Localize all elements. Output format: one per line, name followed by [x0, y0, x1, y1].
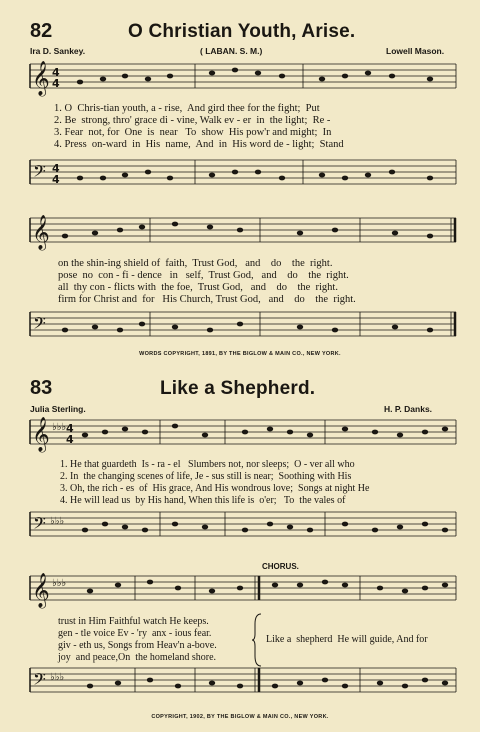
hymn-82-meter: ( LABAN. S. M.) — [200, 46, 263, 56]
hymn-82-verse-1-line-2: on the shin-ing shield of faith, Trust God, and do the right. — [58, 258, 333, 269]
hymn-82-verse-2-line-2: pose no con - fi - dence in self, Trust God, and do the right. — [58, 270, 349, 281]
hymn-83-author: Julia Sterling. — [30, 404, 86, 414]
hymn-82-author: Ira D. Sankey. — [30, 46, 86, 56]
svg-text:𝄢: 𝄢 — [33, 513, 46, 537]
hymn-83-verse-3-line-1: 3. Oh, the rich - es of His grace, And His wondrous love; Songs at night He — [60, 483, 370, 494]
svg-text:4: 4 — [66, 422, 74, 435]
hymn-83-verse-3-line-2: giv - eth us, Songs from Heav'n a-bove. — [58, 640, 217, 651]
svg-text:4: 4 — [52, 77, 60, 90]
svg-text:𝄞: 𝄞 — [32, 215, 50, 250]
svg-text:𝄞: 𝄞 — [32, 417, 50, 452]
svg-text:4: 4 — [52, 162, 60, 175]
svg-text:4: 4 — [66, 433, 74, 446]
svg-text:𝄢: 𝄢 — [33, 313, 46, 337]
hymn-82-number: 82 — [30, 20, 53, 42]
svg-text:♭♭♭: ♭♭♭ — [52, 422, 67, 433]
chorus-label: CHORUS. — [262, 562, 299, 571]
hymn-83-system-1-bass-staff — [0, 508, 480, 548]
chorus-brace — [252, 612, 264, 668]
hymn-82-system-2-bass-staff — [0, 308, 480, 348]
hymn-83-system-2-treble-staff — [0, 570, 480, 620]
svg-text:𝄞: 𝄞 — [32, 573, 50, 608]
hymn-83-system-1-treble-staff — [0, 414, 480, 464]
svg-text:4: 4 — [52, 66, 60, 79]
hymn-83-copyright: COPYRIGHT, 1902, BY THE BIGLOW & MAIN CO., NEW YORK. — [151, 714, 329, 720]
hymn-82-verse-3-line-1: 3. Fear not, for One is near To show His pow'r and might; In — [54, 127, 332, 138]
svg-text:4: 4 — [52, 173, 60, 186]
hymn-83-system-2-bass-staff — [0, 664, 480, 704]
hymn-82-verse-1-line-1: 1. O Chris-tian youth, a - rise, And gird thee for the fight; Put — [54, 103, 320, 114]
svg-text:♭♭♭: ♭♭♭ — [50, 516, 65, 527]
hymn-82-system-2-treble-staff — [0, 212, 480, 262]
svg-text:♭♭♭: ♭♭♭ — [50, 672, 65, 683]
hymn-82-copyright: WORDS COPYRIGHT, 1891, BY THE BIGLOW & MAIN CO., NEW YORK. — [139, 351, 341, 357]
hymn-83-title: Like a Shepherd. — [160, 378, 316, 399]
hymn-82-verse-3-line-2: all thy con - flicts with the foe, Trust God, and do the right. — [58, 282, 338, 293]
svg-text:𝄢: 𝄢 — [33, 669, 46, 693]
hymn-82-title: O Christian Youth, Arise. — [128, 21, 356, 42]
hymn-82-composer: Lowell Mason. — [386, 46, 445, 56]
hymn-83-verse-2-line-2: gen - tle voice Ev - 'ry anx - ious fear. — [58, 628, 212, 639]
hymn-83-number: 83 — [30, 377, 53, 399]
hymn-83-composer: H. P. Danks. — [384, 404, 433, 414]
hymn-82-system-1-treble-staff — [0, 58, 480, 108]
hymn-83-verse-1-line-2: trust in Him Faithful watch He keeps. — [58, 616, 209, 627]
hymn-82-verse-4-line-1: 4. Press on-ward in His name, And in His word de - light; Stand — [54, 139, 344, 150]
svg-text:𝄢: 𝄢 — [33, 161, 46, 185]
hymn-82-verse-2-line-1: 2. Be strong, thro' grace di - vine, Walk ev - er in the light; Re - — [54, 115, 331, 126]
svg-text:♭♭♭: ♭♭♭ — [52, 578, 67, 589]
hymn-83-verse-1-line-1: 1. He that guardeth Is - ra - el Slumbers not, nor sleeps; O - ver all who — [60, 459, 355, 470]
hymn-82-system-1-bass-staff — [0, 156, 480, 196]
hymn-83-verse-4-line-2: joy and peace,On the homeland shore. — [58, 652, 217, 663]
hymn-83-verse-4-line-1: 4. He will lead us by His hand, When this life is o'er; To the vales of — [60, 495, 346, 506]
hymn-83-verse-2-line-1: 2. In the changing scenes of life, Je - sus still is near; Soothing with His — [60, 471, 352, 482]
hymn-82-verse-4-line-2: firm for Christ and for His Church, Trust God, and do the right. — [58, 294, 356, 305]
chorus-text: Like a shepherd He will guide, And for — [266, 634, 428, 645]
svg-text:𝄞: 𝄞 — [32, 61, 50, 96]
